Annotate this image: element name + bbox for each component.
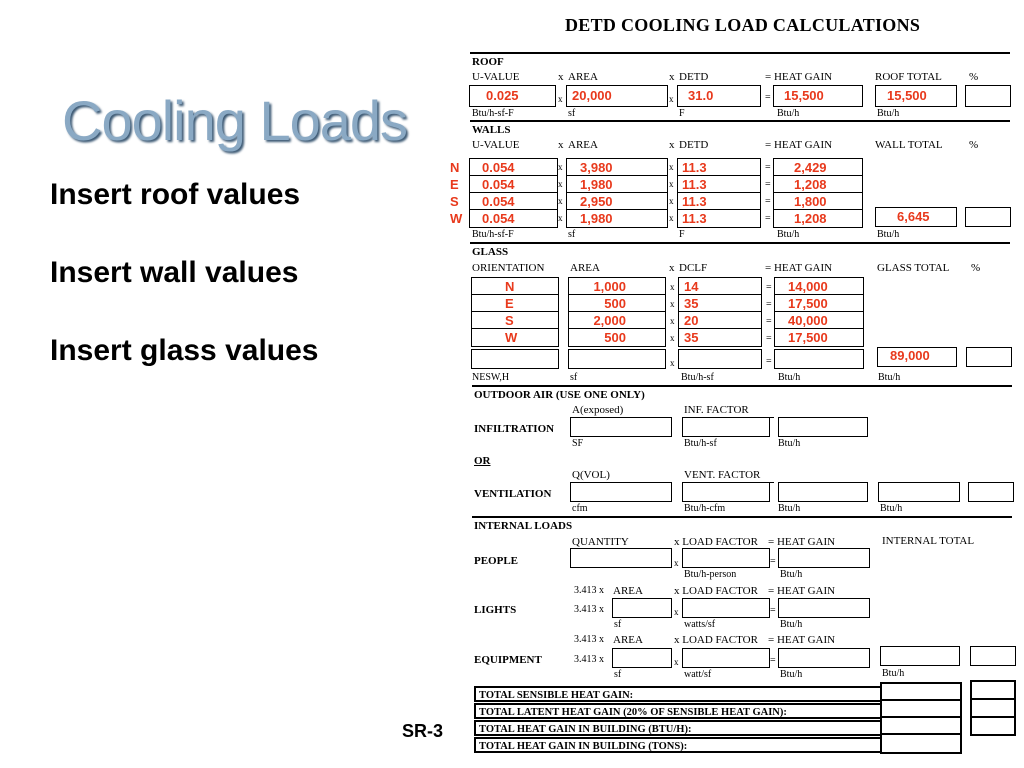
roof-gain-value: 15,500	[784, 88, 824, 103]
wall-u-value-3: 0.054	[482, 211, 515, 226]
walls-detd-header: DETD	[679, 139, 709, 151]
totals-divider-2	[880, 716, 962, 718]
infiltration-gain-box[interactable]	[778, 417, 868, 437]
wall-detd-value-0: 11.3	[682, 160, 707, 175]
roof-total-unit: Btu/h	[877, 108, 900, 119]
equipment-u4: Btu/h	[882, 668, 905, 679]
bullet-glass: Insert glass values	[50, 334, 319, 367]
wall-eq-2: =	[765, 196, 771, 207]
equipment-x: x	[674, 657, 679, 667]
glass-eq-3: =	[766, 333, 772, 344]
roof-gain-header: = HEAT GAIN	[765, 71, 833, 83]
glass-gain-value-3: 17,500	[788, 330, 828, 345]
glass-dclf-value-3: 35	[684, 330, 699, 345]
walls-total-header: WALL TOTAL	[875, 139, 943, 151]
walls-u-unit: Btu/h-sf-F	[472, 229, 514, 240]
wall-gain-value-3: 1,208	[794, 211, 827, 226]
glass-dclf-box-5[interactable]	[678, 349, 762, 369]
wall-gain-value-0: 2,429	[794, 160, 827, 175]
total-sensible-row: TOTAL SENSIBLE HEAT GAIN:	[474, 686, 960, 702]
equipment-u3: Btu/h	[780, 669, 803, 680]
people-label: PEOPLE	[474, 555, 519, 567]
glass-x2: x	[669, 262, 675, 274]
equipment-label: EQUIPMENT	[474, 654, 542, 666]
glass-dclf-header: DCLF	[679, 262, 708, 274]
totals-divider-3	[880, 733, 962, 735]
glass-gain-value-1: 17,500	[788, 296, 828, 311]
walls-detd-unit: F	[679, 229, 685, 240]
wall-x1-0: x	[558, 162, 563, 172]
ventilation-label: VENTILATION	[474, 488, 552, 500]
roof-pct-header: %	[969, 71, 979, 83]
wall-u-value-0: 0.054	[482, 160, 515, 175]
glass-pct-box[interactable]	[966, 347, 1012, 367]
glass-gain-value-0: 14,000	[788, 279, 828, 294]
glass-gain-header: = HEAT GAIN	[765, 262, 833, 274]
wall-gain-value-1: 1,208	[794, 177, 827, 192]
outdoor-heading: OUTDOOR AIR (USE ONE ONLY)	[474, 389, 645, 401]
glass-x-0: x	[670, 282, 675, 292]
internal-total-box[interactable]	[880, 646, 960, 666]
wall-gain-value-2: 1,800	[794, 194, 827, 209]
ventilation-h1: Q(VOL)	[572, 469, 610, 481]
roof-detd-value: 31.0	[688, 88, 714, 103]
people-x: x	[674, 558, 679, 568]
glass-area-value-0: 1,000	[593, 279, 626, 294]
wall-detd-value-1: 11.3	[682, 177, 707, 192]
roof-u-value: 0.025	[486, 88, 519, 103]
equipment-h1: AREA	[613, 634, 643, 646]
bullet-roof: Insert roof values	[50, 178, 301, 211]
walls-heading: WALLS	[472, 124, 511, 136]
glass-orient-value-3: W	[505, 330, 518, 345]
people-qty-box[interactable]	[570, 548, 672, 568]
people-h3: = HEAT GAIN	[768, 536, 836, 548]
wall-detd-value-2: 11.3	[682, 194, 707, 209]
wall-x1-1: x	[558, 179, 563, 189]
roof-area-header: AREA	[568, 71, 598, 83]
walls-gain-header: = HEAT GAIN	[765, 139, 833, 151]
glass-orient-header: ORIENTATION	[472, 262, 545, 274]
wall-side-2: S	[450, 194, 459, 209]
people-u2: Btu/h-person	[684, 569, 737, 580]
glass-dclf-unit: Btu/h-sf	[681, 372, 714, 383]
totals-value-column[interactable]	[880, 682, 962, 754]
top-rule	[470, 52, 1010, 54]
glass-orient-box-5[interactable]	[471, 349, 559, 369]
lights-h1: AREA	[613, 585, 643, 597]
internal-pct-box[interactable]	[970, 646, 1016, 666]
glass-area-value-2: 2,000	[593, 313, 626, 328]
totals-pct-divider-2	[970, 716, 1016, 718]
wall-x2-1: x	[669, 179, 674, 189]
internal-total-header: INTERNAL TOTAL	[882, 535, 975, 547]
roof-u-header: U-VALUE	[472, 71, 520, 83]
glass-x-5: x	[670, 358, 675, 368]
lights-mult-header: 3.413 x	[574, 585, 604, 596]
walls-pct-header: %	[969, 139, 979, 151]
roof-pct-box[interactable]	[965, 85, 1011, 107]
glass-orient-value-2: S	[505, 313, 514, 328]
outdoor-rule	[472, 516, 1012, 518]
ventilation-h2: VENT. FACTOR	[684, 469, 761, 481]
wall-u-value-1: 0.054	[482, 177, 515, 192]
equipment-h2: x LOAD FACTOR	[674, 634, 758, 646]
lights-mult: 3.413 x	[574, 604, 604, 615]
walls-pct-box[interactable]	[965, 207, 1011, 227]
roof-detd-header: DETD	[679, 71, 709, 83]
walls-area-unit: sf	[568, 229, 576, 240]
infiltration-u1: SF	[572, 438, 584, 449]
glass-gain-box-5[interactable]	[774, 349, 864, 369]
wall-area-value-1: 1,980	[580, 177, 613, 192]
glass-area-header: AREA	[570, 262, 600, 274]
cooling-load-form	[450, 0, 1024, 768]
total-latent-row: TOTAL LATENT HEAT GAIN (20% OF SENSIBLE HEAT GAIN):	[474, 703, 960, 719]
roof-area-value: 20,000	[572, 88, 612, 103]
roof-total-value: 15,500	[887, 88, 927, 103]
roof-x2: x	[669, 71, 675, 83]
wall-side-1: E	[450, 177, 459, 192]
glass-x-2: x	[670, 316, 675, 326]
glass-pct-header: %	[971, 262, 981, 274]
lights-h2: x LOAD FACTOR	[674, 585, 758, 597]
outdoor-total-box[interactable]	[878, 482, 960, 502]
glass-dclf-value-1: 35	[684, 296, 699, 311]
equipment-area-box[interactable]	[612, 648, 672, 668]
roof-eq: =	[765, 92, 771, 103]
lights-u2: watts/sf	[684, 619, 716, 630]
people-h1: QUANTITY	[572, 536, 629, 548]
infiltration-label: INFILTRATION	[474, 423, 555, 435]
glass-x-3: x	[670, 333, 675, 343]
lights-u3: Btu/h	[780, 619, 803, 630]
glass-orient-value-1: E	[505, 296, 514, 311]
internal-heading: INTERNAL LOADS	[474, 520, 573, 532]
roof-rule	[470, 120, 1010, 122]
people-eq: =	[770, 556, 776, 567]
equipment-gain-box[interactable]	[778, 648, 870, 668]
glass-eq-0: =	[766, 282, 772, 293]
lights-area-box[interactable]	[612, 598, 672, 618]
totals-pct-column[interactable]	[970, 680, 1016, 736]
equipment-u2: watt/sf	[684, 669, 712, 680]
glass-area-box-5[interactable]	[568, 349, 666, 369]
people-h2: x LOAD FACTOR	[674, 536, 758, 548]
glass-eq-5: =	[766, 356, 772, 367]
roof-heading: ROOF	[472, 56, 504, 68]
equipment-eq: =	[770, 655, 776, 666]
wall-x1-3: x	[558, 213, 563, 223]
lights-label: LIGHTS	[474, 604, 517, 616]
roof-u-unit: Btu/h-sf-F	[472, 108, 514, 119]
walls-x1: x	[558, 139, 564, 151]
infiltration-h2: INF. FACTOR	[684, 404, 749, 416]
walls-total-value: 6,645	[897, 209, 930, 224]
glass-heading: GLASS	[472, 246, 509, 258]
wall-area-value-2: 2,950	[580, 194, 613, 209]
lights-factor-box[interactable]	[682, 598, 770, 618]
equipment-mult: 3.413 x	[574, 654, 604, 665]
infiltration-u3: Btu/h	[778, 438, 801, 449]
total-tons-row: TOTAL HEAT GAIN IN BUILDING (TONS):	[474, 737, 960, 753]
equipment-mult-header: 3.413 x	[574, 634, 604, 645]
walls-u-header: U-VALUE	[472, 139, 520, 151]
glass-total-unit: Btu/h	[878, 372, 901, 383]
infiltration-factor-box[interactable]	[682, 417, 770, 437]
equipment-h3: = HEAT GAIN	[768, 634, 836, 646]
roof-area-unit: sf	[568, 108, 576, 119]
totals-pct-divider-1	[970, 698, 1016, 700]
wall-eq-0: =	[765, 162, 771, 173]
ventilation-u1: cfm	[572, 503, 588, 514]
wall-eq-3: =	[765, 213, 771, 224]
ventilation-q-box[interactable]	[570, 482, 672, 502]
wall-u-value-2: 0.054	[482, 194, 515, 209]
wall-area-value-0: 3,980	[580, 160, 613, 175]
wall-side-0: N	[450, 160, 460, 175]
roof-total-header: ROOF TOTAL	[875, 71, 942, 83]
glass-rule	[472, 385, 1012, 387]
infiltration-u2: Btu/h-sf	[684, 438, 717, 449]
outdoor-pct-box[interactable]	[968, 482, 1014, 502]
equipment-u1: sf	[614, 669, 622, 680]
glass-gain-unit: Btu/h	[778, 372, 801, 383]
lights-eq: =	[770, 605, 776, 616]
people-u3: Btu/h	[780, 569, 803, 580]
bullet-wall: Insert wall values	[50, 256, 299, 289]
roof-x2b: x	[669, 94, 674, 104]
glass-x-1: x	[670, 299, 675, 309]
glass-total-value: 89,000	[890, 348, 930, 363]
glass-area-value-3: 500	[604, 330, 626, 345]
wall-x1-2: x	[558, 196, 563, 206]
glass-dclf-value-0: 14	[684, 279, 699, 294]
lights-u1: sf	[614, 619, 622, 630]
lights-h3: = HEAT GAIN	[768, 585, 836, 597]
glass-total-header: GLASS TOTAL	[877, 262, 950, 274]
walls-gain-unit: Btu/h	[777, 229, 800, 240]
roof-x1b: x	[558, 94, 563, 104]
or-label: OR	[474, 455, 491, 467]
glass-gain-value-2: 40,000	[788, 313, 828, 328]
ventilation-factor-box[interactable]	[682, 482, 770, 502]
wall-area-value-3: 1,980	[580, 211, 613, 226]
ventilation-gain-box[interactable]	[778, 482, 868, 502]
people-gain-box[interactable]	[778, 548, 870, 568]
people-factor-box[interactable]	[682, 548, 770, 568]
wall-side-3: W	[450, 211, 463, 226]
lights-gain-box[interactable]	[778, 598, 870, 618]
glass-orient-value-0: N	[505, 279, 515, 294]
ventilation-u2: Btu/h-cfm	[684, 503, 726, 514]
infiltration-area-box[interactable]	[570, 417, 672, 437]
wall-x2-2: x	[669, 196, 674, 206]
walls-rule	[470, 242, 1010, 244]
glass-area-value-1: 500	[604, 296, 626, 311]
walls-x2: x	[669, 139, 675, 151]
roof-detd-unit: F	[679, 108, 685, 119]
infiltration-h1: A(exposed)	[572, 404, 624, 416]
wall-detd-value-3: 11.3	[682, 211, 707, 226]
wall-eq-1: =	[765, 179, 771, 190]
walls-total-unit: Btu/h	[877, 229, 900, 240]
wall-x2-3: x	[669, 213, 674, 223]
total-btuh-row: TOTAL HEAT GAIN IN BUILDING (BTU/H):	[474, 720, 960, 736]
ventilation-u3: Btu/h	[778, 503, 801, 514]
glass-area-unit: sf	[570, 372, 578, 383]
roof-x1: x	[558, 71, 564, 83]
equipment-factor-box[interactable]	[682, 648, 770, 668]
wall-x2-0: x	[669, 162, 674, 172]
walls-area-header: AREA	[568, 139, 598, 151]
roof-gain-unit: Btu/h	[777, 108, 800, 119]
slide-code: SR-3	[402, 721, 444, 741]
ventilation-u4: Btu/h	[880, 503, 903, 514]
lights-x: x	[674, 607, 679, 617]
glass-orient-unit: NESW,H	[472, 372, 510, 383]
glass-eq-1: =	[766, 299, 772, 310]
glass-eq-2: =	[766, 316, 772, 327]
slide-title: Cooling Loads	[62, 89, 408, 152]
totals-divider-1	[880, 699, 962, 701]
form-title: DETD COOLING LOAD CALCULATIONS	[565, 15, 921, 35]
glass-dclf-value-2: 20	[684, 313, 699, 328]
